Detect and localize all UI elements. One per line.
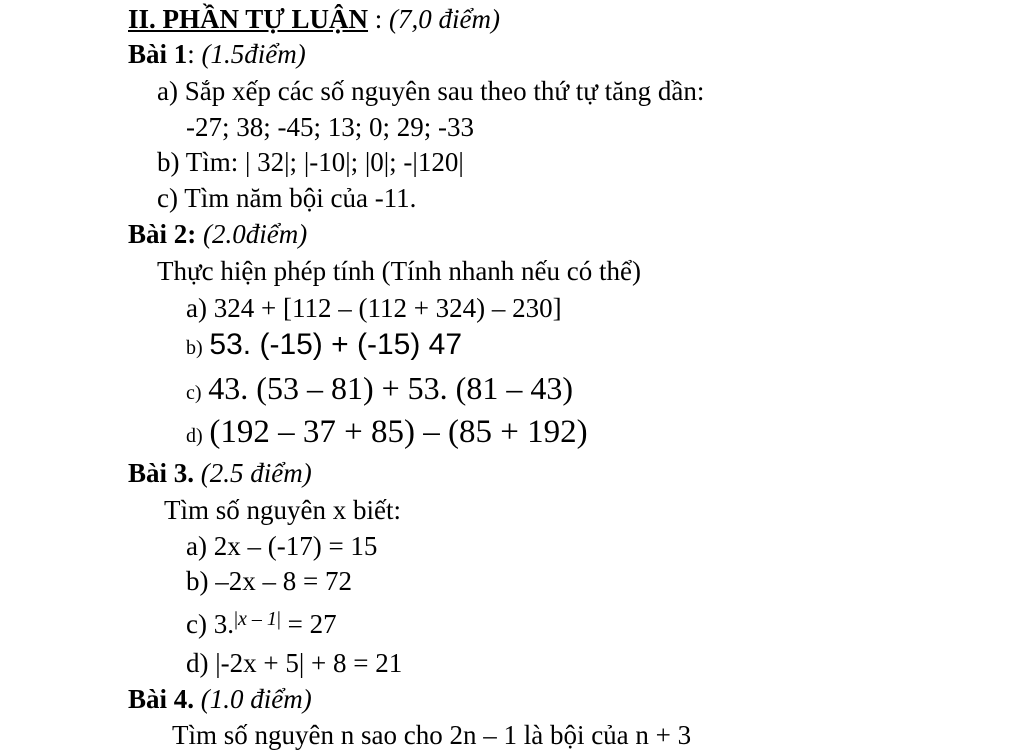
bai2-item-a: [186, 292, 562, 324]
bai1-question-b: b) Tìm: | 32|; |-10|; |0|; -|120|: [157, 147, 464, 177]
bai2-c-label: c): [186, 382, 202, 404]
bai3-c-rest: = 27: [280, 609, 337, 639]
bai2-label: Bài 2:: [128, 219, 197, 249]
bai3-intro: Tìm số nguyên x biết:: [164, 495, 401, 525]
bai1-label: Bài 1: [128, 39, 188, 69]
bai3-c-abs-right: |: [276, 608, 281, 630]
bai2-c-expression: 43. (53 – 81) + 53. (81 – 43): [208, 370, 573, 406]
bai3-question-d: d) |-2x + 5| + 8 = 21: [186, 648, 403, 678]
bai4-points: (1.0 điểm): [200, 684, 312, 714]
bai1-question-a: a) Sắp xếp các số nguyên sau theo thứ tự tăng dần:: [157, 76, 705, 106]
bai3-heading: [128, 457, 312, 489]
section-points: (7,0 điểm): [389, 4, 501, 34]
bai4-question: Tìm số nguyên n sao cho 2n – 1 là bội của n + 3: [172, 720, 692, 750]
bai3-question-c: [186, 608, 337, 643]
bai2-b-expression: 53. (-15) + (-15) 47: [209, 328, 463, 361]
bai4-heading: [128, 683, 312, 715]
bai2-a-expression: 324 + [112 – (112 + 324) – 230]: [213, 293, 562, 323]
bai3-c-abs-inner: x – 1: [238, 608, 277, 630]
bai2-d-expression: (192 – 37 + 85) – (85 + 192): [209, 414, 588, 450]
bai2-points: (2.0điểm): [203, 219, 308, 249]
bai3-question-b: b) –2x – 8 = 72: [186, 566, 352, 596]
bai2-item-c: [186, 372, 573, 409]
section-title: II. PHẦN TỰ LUẬN: [128, 4, 369, 34]
bai2-heading: [128, 218, 307, 250]
bai1-question-c: c) Tìm năm bội của -11.: [157, 183, 417, 213]
bai3-points: (2.5 điểm): [200, 458, 312, 488]
bai3-c-abs-left: |: [233, 608, 238, 630]
bai2-b-label: b): [186, 337, 203, 359]
bai3-c-label: c) 3.: [186, 609, 234, 639]
bai2-item-b: [186, 329, 462, 364]
bai2-d-label: d): [186, 425, 203, 447]
bai1-numbers: -27; 38; -45; 13; 0; 29; -33: [186, 112, 474, 142]
section-heading: [128, 3, 500, 35]
bai1-heading: [128, 38, 306, 70]
bai2-item-d: [186, 416, 588, 452]
section-separator: :: [368, 4, 390, 34]
bai3-label: Bài 3.: [128, 458, 195, 488]
bai2-intro: Thực hiện phép tính (Tính nhanh nếu có thể): [157, 256, 641, 286]
bai2-a-label: a): [186, 293, 207, 323]
bai1-points: (1.5điểm): [201, 39, 306, 69]
bai4-label: Bài 4.: [128, 684, 195, 714]
bai1-separator: :: [187, 39, 202, 69]
bai3-question-a: a) 2x – (-17) = 15: [186, 531, 378, 561]
